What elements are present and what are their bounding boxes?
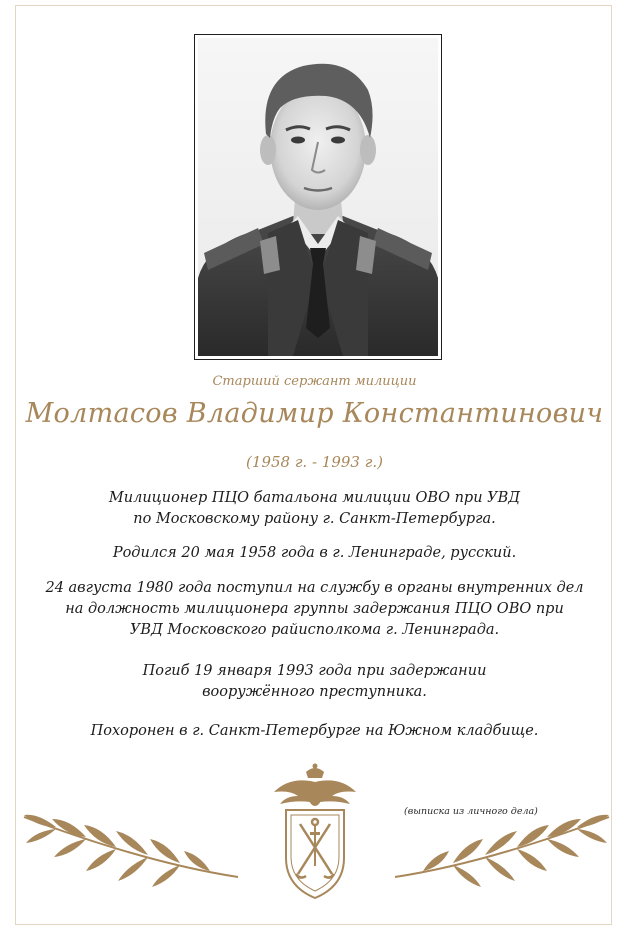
bio-burial [30, 721, 599, 742]
portrait-frame [194, 34, 442, 360]
bio-line: УВД Московского райисполкома г. Ленинграда. [129, 622, 500, 638]
rank-title: Старший сержант милиции [212, 374, 417, 389]
bio-line: вооружённого преступника. [202, 684, 427, 700]
bio-line: Похоронен в г. Санкт-Петербурге на Южном кладбище. [90, 723, 539, 739]
note-source: (выписка из личного дела) [404, 806, 538, 817]
laurel-branch-left-icon [16, 803, 248, 889]
bio-line: по Московскому району г. Санкт-Петербурга. [133, 511, 496, 527]
bio-line: на должность милиционера группы задержания ПЦО ОВО при [65, 601, 564, 617]
life-years: (1958 г. - 1993 г.) [246, 453, 383, 471]
bio-line: Погиб 19 января 1993 года при задержании [142, 663, 487, 679]
bio-line: Родился 20 мая 1958 года в г. Ленинграде, русский. [112, 545, 517, 561]
bio-line: Милиционер ПЦО батальона милиции ОВО при УВД [108, 490, 521, 506]
bio-born [30, 543, 599, 564]
bio-death [30, 661, 599, 703]
police-emblem-icon [270, 762, 360, 902]
bio-service [30, 578, 599, 641]
bio-position [30, 488, 599, 530]
person-name: Молтасов Владимир Константинович [25, 398, 604, 429]
portrait-photo [198, 38, 438, 356]
bio-line: 24 августа 1980 года поступил на службу в органы внутренних дел [45, 580, 584, 596]
